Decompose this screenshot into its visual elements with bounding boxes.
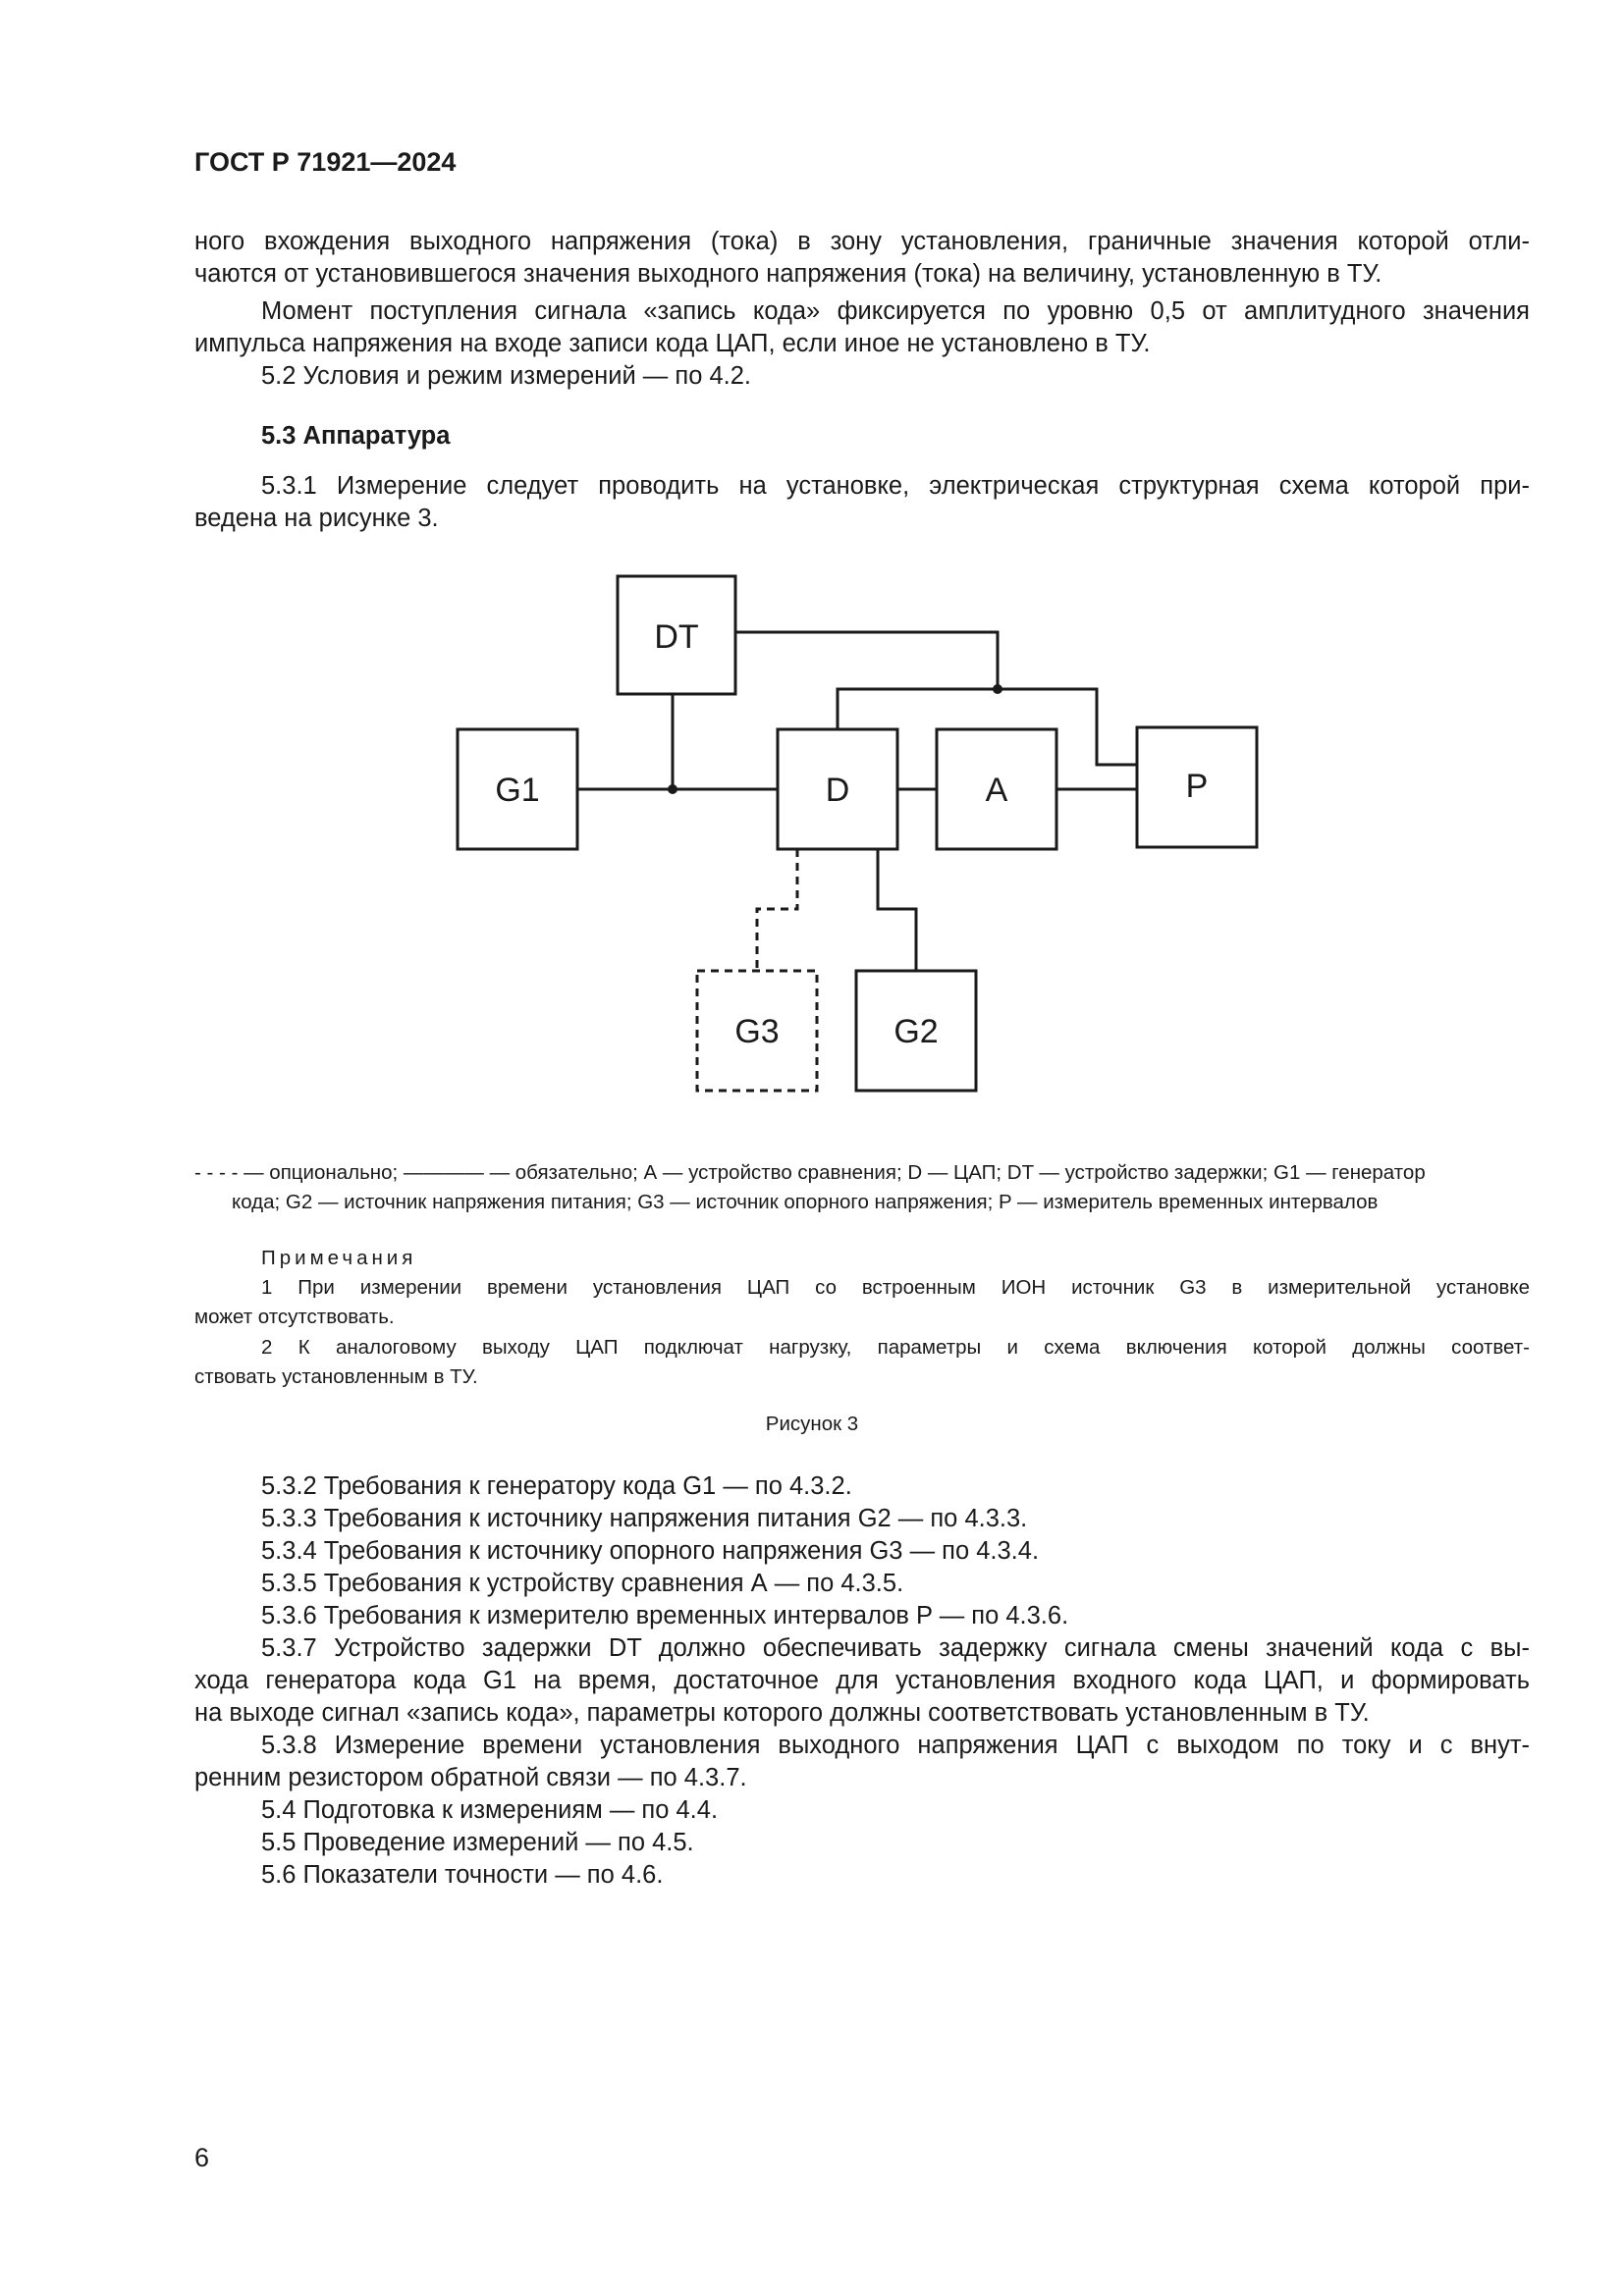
- clause-5-5: 5.5 Проведение измерений — по 4.5.: [261, 1829, 694, 1856]
- clause-5-3-4: 5.3.4 Требования к источнику опорного напряжения G3 — по 4.3.4.: [261, 1537, 1040, 1565]
- block-label-g2: G2: [893, 1013, 939, 1050]
- intro-line-1: ного вхождения выходного напряжения (тока) в зону установления, граничные значения которой отли-: [194, 228, 1530, 255]
- clause-5-3-3: 5.3.3 Требования к источнику напряжения питания G2 — по 4.3.3.: [261, 1505, 1028, 1532]
- clause-5-3-2: 5.3.2 Требования к генератору кода G1 — по 4.3.2.: [261, 1472, 852, 1500]
- notes-title: Примечания: [261, 1247, 417, 1269]
- structural-diagram: [0, 0, 1624, 1119]
- note-2-line-2: ствовать установленным в ТУ.: [194, 1365, 478, 1388]
- block-label-g3: G3: [734, 1013, 780, 1050]
- document-header: ГОСТ Р 71921—2024: [194, 147, 457, 177]
- note-2-line-1: 2 К аналоговому выходу ЦАП подключат нагрузку, параметры и схема включения которой должны соответ-: [261, 1336, 1530, 1359]
- clause-5-3-6: 5.3.6 Требования к измерителю временных интервалов P — по 4.3.6.: [261, 1602, 1069, 1629]
- clause-5-6: 5.6 Показатели точности — по 4.6.: [261, 1861, 664, 1889]
- clause-5-3-1-line-1: 5.3.1 Измерение следует проводить на установке, электрическая структурная схема которой при-: [261, 472, 1530, 500]
- block-label-p: P: [1185, 768, 1209, 805]
- block-label-g1: G1: [495, 772, 540, 809]
- clause-5-3-1-line-2: ведена на рисунке 3.: [194, 505, 439, 532]
- block-label-d: D: [825, 772, 850, 809]
- junction-dot: [668, 784, 677, 794]
- note-1-line-1: 1 При измерении времени установления ЦАП со встроенным ИОН источник G3 в измерительной установке: [261, 1276, 1530, 1299]
- intro-line-4: импульса напряжения на входе записи кода ЦАП, если иное не установлено в ТУ.: [194, 330, 1151, 357]
- intro-line-3: Момент поступления сигнала «запись кода» фиксируется по уровню 0,5 от амплитудного значения: [261, 297, 1530, 325]
- figure-caption: Рисунок 3: [765, 1413, 859, 1435]
- intro-line-2: чаются от установившегося значения выходного напряжения (тока) на величину, установленную в ТУ.: [194, 260, 1382, 288]
- clause-5-3-5: 5.3.5 Требования к устройству сравнения А — по 4.3.5.: [261, 1570, 904, 1597]
- block-label-dt: DT: [654, 618, 699, 656]
- legend-text-1: — опционально; ———— — обязательно; А — устройство сравнения; D — ЦАП; DT — устройство задержки; G1 — генератор: [244, 1161, 1426, 1184]
- block-label-a: A: [985, 772, 1008, 809]
- wire-d-to-dt-line: [838, 689, 998, 729]
- clause-5-2: 5.2 Условия и режим измерений — по 4.2.: [261, 362, 751, 390]
- legend-dash-sample: - - - -: [194, 1161, 239, 1184]
- wire-d-to-g2: [878, 849, 916, 971]
- clause-5-3-7-line-1: 5.3.7 Устройство задержки DT должно обеспечивать задержку сигнала смены значений кода с вы-: [261, 1634, 1530, 1662]
- clause-5-3-7-line-2: хода генератора кода G1 на время, достаточное для установления входного кода ЦАП, и формировать: [194, 1667, 1530, 1694]
- clause-5-3-8-line-2: ренним резистором обратной связи — по 4.3.7.: [194, 1764, 747, 1791]
- legend-line-2: кода; G2 — источник напряжения питания; G3 — источник опорного напряжения; P — измеритель временных интервалов: [232, 1191, 1379, 1213]
- wire-d-to-g3-optional: [757, 849, 797, 971]
- note-1-line-2: может отсутствовать.: [194, 1306, 395, 1328]
- clause-5-3-7-line-3: на выходе сигнал «запись кода», параметры которого должны соответствовать установленным в ТУ.: [194, 1699, 1370, 1727]
- junction-dot: [993, 684, 1002, 694]
- section-5-3-heading: 5.3 Аппаратура: [261, 422, 451, 450]
- legend-line-1: [194, 1158, 1530, 1188]
- clause-5-4: 5.4 Подготовка к измерениям — по 4.4.: [261, 1796, 719, 1824]
- clause-5-3-8-line-1: 5.3.8 Измерение времени установления выходного напряжения ЦАП с выходом по току и с внут-: [261, 1732, 1530, 1759]
- page-number: 6: [194, 2143, 210, 2172]
